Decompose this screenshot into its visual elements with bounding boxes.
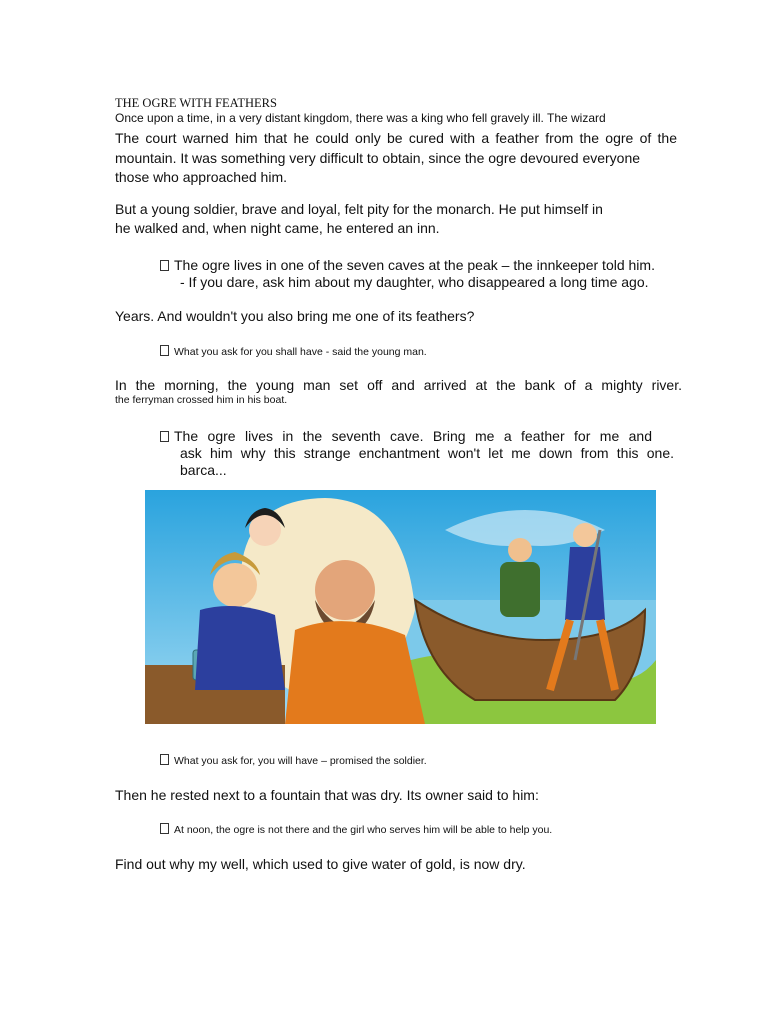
missing-glyph-icon <box>160 260 169 271</box>
para5: Then he rested next to a fountain that was dry. Its owner said to him: <box>115 787 539 803</box>
missing-glyph-icon <box>160 431 169 442</box>
para4-line-1: In the morning, the young man set off and arrived at the bank of a mighty river. <box>115 377 682 393</box>
quote3-text: The ogre lives in the seventh cave. Bring me a feather for me and <box>174 428 652 444</box>
traveler-head <box>573 523 597 547</box>
quote5 <box>160 823 552 836</box>
soldier-head <box>213 563 257 607</box>
para1-line-3: those who approached him. <box>115 169 287 185</box>
quote3-line-1 <box>160 428 652 444</box>
quote5-text: At noon, the ogre is not there and the girl who serves him will be able to help you. <box>174 824 553 836</box>
story-illustration <box>145 490 656 724</box>
para2-line-2: he walked and, when night came, he entered an inn. <box>115 220 440 236</box>
quote2 <box>160 345 427 358</box>
quote3-line-2: ask him why this strange enchantment won't let me down from this one. <box>180 445 674 461</box>
missing-glyph-icon <box>160 823 169 834</box>
quote1-text: The ogre lives in one of the seven caves at the peak – the innkeeper told him. <box>174 257 655 273</box>
ogre-head <box>315 560 375 620</box>
ferryman-head <box>508 538 532 562</box>
ogre-vest <box>285 621 425 724</box>
story-title: THE OGRE WITH FEATHERS <box>115 96 277 110</box>
para6: Find out why my well, which used to give water of gold, is now dry. <box>115 856 526 872</box>
soldier-tunic <box>195 606 285 690</box>
quote3-line-3: barca... <box>180 462 227 478</box>
intro-line: Once upon a time, in a very distant kingdom, there was a king who fell gravely ill. The wizard <box>115 111 606 125</box>
missing-glyph-icon <box>160 345 169 356</box>
quote4-text: What you ask for, you will have – promised the soldier. <box>174 755 427 767</box>
quote1-line-2: - If you dare, ask him about my daughter, who disappeared a long time ago. <box>180 274 649 290</box>
quote2-text: What you ask for you shall have - said the young man. <box>174 346 427 358</box>
para3: Years. And wouldn't you also bring me one of its feathers? <box>115 308 475 324</box>
para1-line-2: mountain. It was something very difficult to obtain, since the ogre devoured everyone <box>115 150 641 166</box>
para1-line-1: The court warned him that he could only be cured with a feather from the ogre of the <box>115 130 677 146</box>
para4-line-2: the ferryman crossed him in his boat. <box>115 394 288 406</box>
ferryman-body <box>500 562 540 617</box>
quote1-line-1 <box>160 257 655 273</box>
missing-glyph-icon <box>160 754 169 765</box>
quote4 <box>160 754 427 767</box>
para2-line-1: But a young soldier, brave and loyal, felt pity for the monarch. He put himself in <box>115 201 603 217</box>
